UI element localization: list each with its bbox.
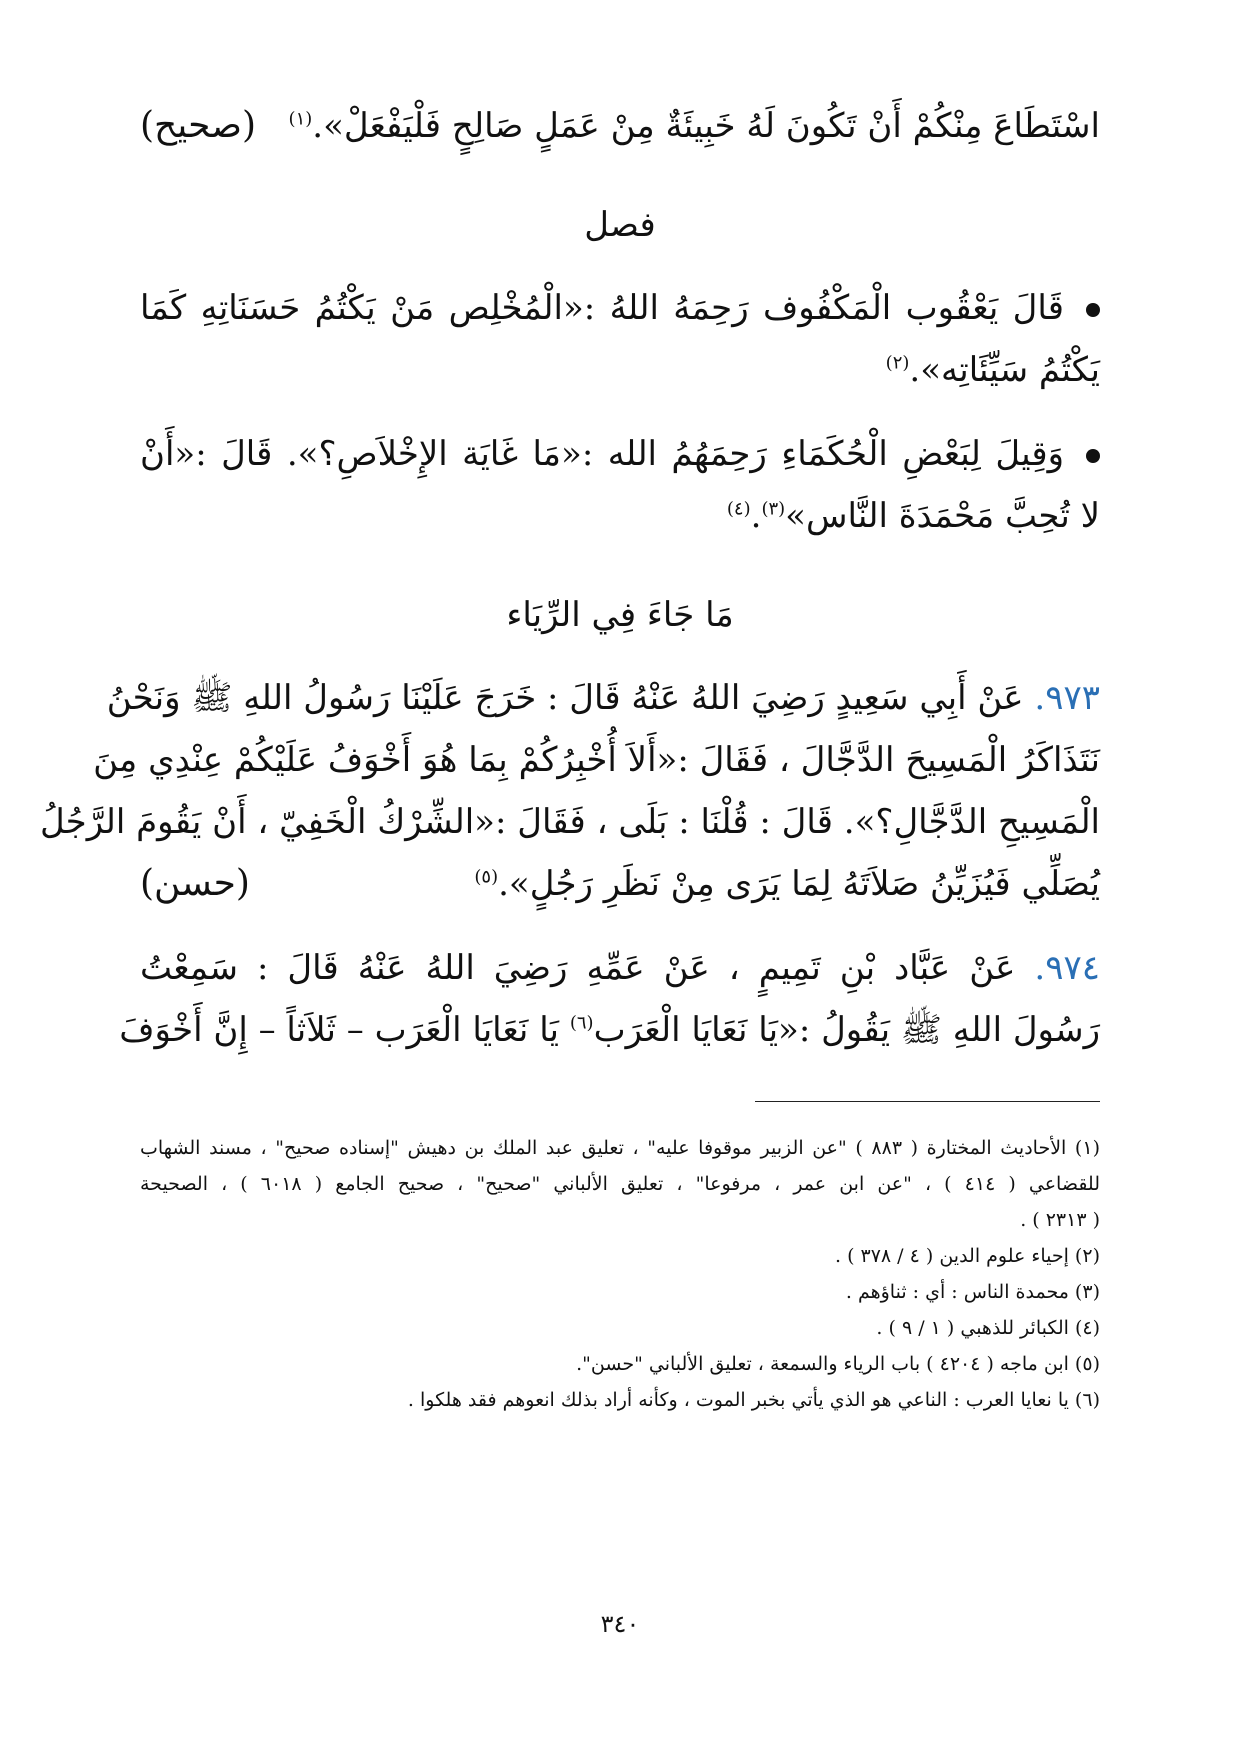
- hadith-line: ٩٧٣. عَنْ أَبِي سَعِيدٍ رَضِيَ اللهُ عَنْهُ قَالَ : خَرَجَ عَلَيْنَا رَسُولُ اللهِ ﷺ وَنَحْنُ: [106, 678, 1100, 718]
- footnote: (٢) إحياء علوم الدين ( ٤ / ٣٧٨ ) .: [834, 1245, 1100, 1267]
- bullet-quote-line: قَالَ يَعْقُوب الْمَكْفُوف رَحِمَهُ اللهُ :«الْمُخْلِص مَنْ يَكْتُمُ حَسَنَاتِهِ كَمَا: [140, 277, 1100, 339]
- hadith-grade: (صحيح): [140, 105, 256, 146]
- hadith-line: ٩٧٤. عَنْ عَبَّاد بْنِ تَمِيمٍ ، عَنْ عَمِّهِ رَضِيَ اللهُ عَنْهُ قَالَ : سَمِعْتُ: [140, 948, 1100, 988]
- footnote: للقضاعي ( ٤١٤ ) ، "عن ابن عمر ، مرفوعا" ، تعليق الألباني "صحيح" ، صحيح الجامع ( ٦٠١٨ ) ، الصحيحة: [140, 1173, 1101, 1195]
- chapter-heading: مَا جَاءَ فِي الرِّيَاء: [506, 595, 734, 635]
- footnote-ref: (٤): [726, 498, 751, 520]
- footnote-ref: (٥): [474, 866, 499, 888]
- footnote-ref: (٣): [761, 498, 786, 520]
- continued-hadith-line: [140, 95, 1100, 157]
- footnote: (١) الأحاديث المختارة ( ٨٨٣ ) "عن الزبير موقوفا عليه" ، تعليق عبد الملك بن دهيش "إسناده صحيح" ، مسند الشهاب: [140, 1137, 1100, 1159]
- footnote: (٥) ابن ماجه ( ٤٢٠٤ ) باب الرياء والسمعة ، تعليق الألباني "حسن".: [576, 1353, 1100, 1375]
- hadith-number: ٩٧٣.: [1034, 678, 1100, 718]
- hadith-number: ٩٧٤.: [1034, 948, 1100, 988]
- bullet-icon: [1086, 449, 1100, 463]
- page-number: ٣٤٠: [600, 1610, 640, 1638]
- hadith-grade: (حسن): [140, 863, 250, 904]
- hadith-line: رَسُولَ اللهِ ﷺ يَقُولُ :«يَا نَعَايَا الْعَرَب$^{(٦)}$ يَا نَعَايَا الْعَرَب – ثَلاَثاً – إِنَّ أَخْوَفَ: [119, 1010, 1100, 1050]
- footnote: ( ٢٣١٣ ) .: [1020, 1209, 1100, 1231]
- hadith-line: نَتَذَاكَرُ الْمَسِيحَ الدَّجَّالَ ، فَقَالَ :«أَلاَ أُخْبِرُكُمْ بِمَا هُوَ أَخْوَفُ عَلَيْكُمْ عِنْدِي مِنَ: [93, 740, 1100, 780]
- footnote-divider: [755, 1101, 1100, 1102]
- bullet-icon: [1086, 303, 1100, 317]
- footnote: (٦) يا نعايا العرب : الناعي هو الذي يأتي بخبر الموت ، وكأنه أراد بذلك انعوهم فقد هلكوا .: [407, 1389, 1100, 1411]
- continued-text: اسْتَطَاعَ مِنْكُمْ أَنْ تَكُونَ لَهُ خَبِيئَةٌ مِنْ عَمَلٍ صَالِحٍ فَلْيَفْعَلْ».$^{(١)}$: [288, 106, 1100, 146]
- footnote-ref: (٦): [569, 1012, 594, 1034]
- footnotes: [140, 1130, 1100, 1418]
- book-page: [39, 95, 1101, 1695]
- section-heading: فصل: [584, 205, 656, 245]
- hadith-line: الْمَسِيحِ الدَّجَّالِ؟». قَالَ : قُلْنَا : بَلَى ، فَقَالَ :«الشِّرْكُ الْخَفِيّ ، أَنْ يَقُومَ الرَّجُلُ: [39, 802, 1100, 842]
- hadith-line: يُصَلِّي فَيُزَيِّنُ صَلاَتَهُ لِمَا يَرَى مِنْ نَظَرِ رَجُلٍ».$^{(٥)}$ (حسن): [140, 853, 1100, 915]
- footnote: (٤) الكبائر للذهبي ( ١ / ٩ ) .: [876, 1317, 1100, 1339]
- bullet-quote-line: وَقِيلَ لِبَعْضِ الْحُكَمَاءِ رَحِمَهُمُ الله :«مَا غَايَة الإِخْلاَصِ؟». قَالَ :«أَنْ: [140, 423, 1100, 485]
- bullet-quote-line: لا تُحِبَّ مَحْمَدَةَ النَّاس»$^{(٣)}$.$^{(٤)}$: [726, 496, 1100, 536]
- bullet-quote-line: يَكْتُمُ سَيِّئَاتِه».$^{(٢)}$: [885, 350, 1100, 390]
- footnote: (٣) محمدة الناس : أي : ثناؤهم .: [845, 1281, 1100, 1303]
- footnote-ref: (٢): [885, 352, 910, 374]
- footnote-ref: (١): [288, 108, 313, 130]
